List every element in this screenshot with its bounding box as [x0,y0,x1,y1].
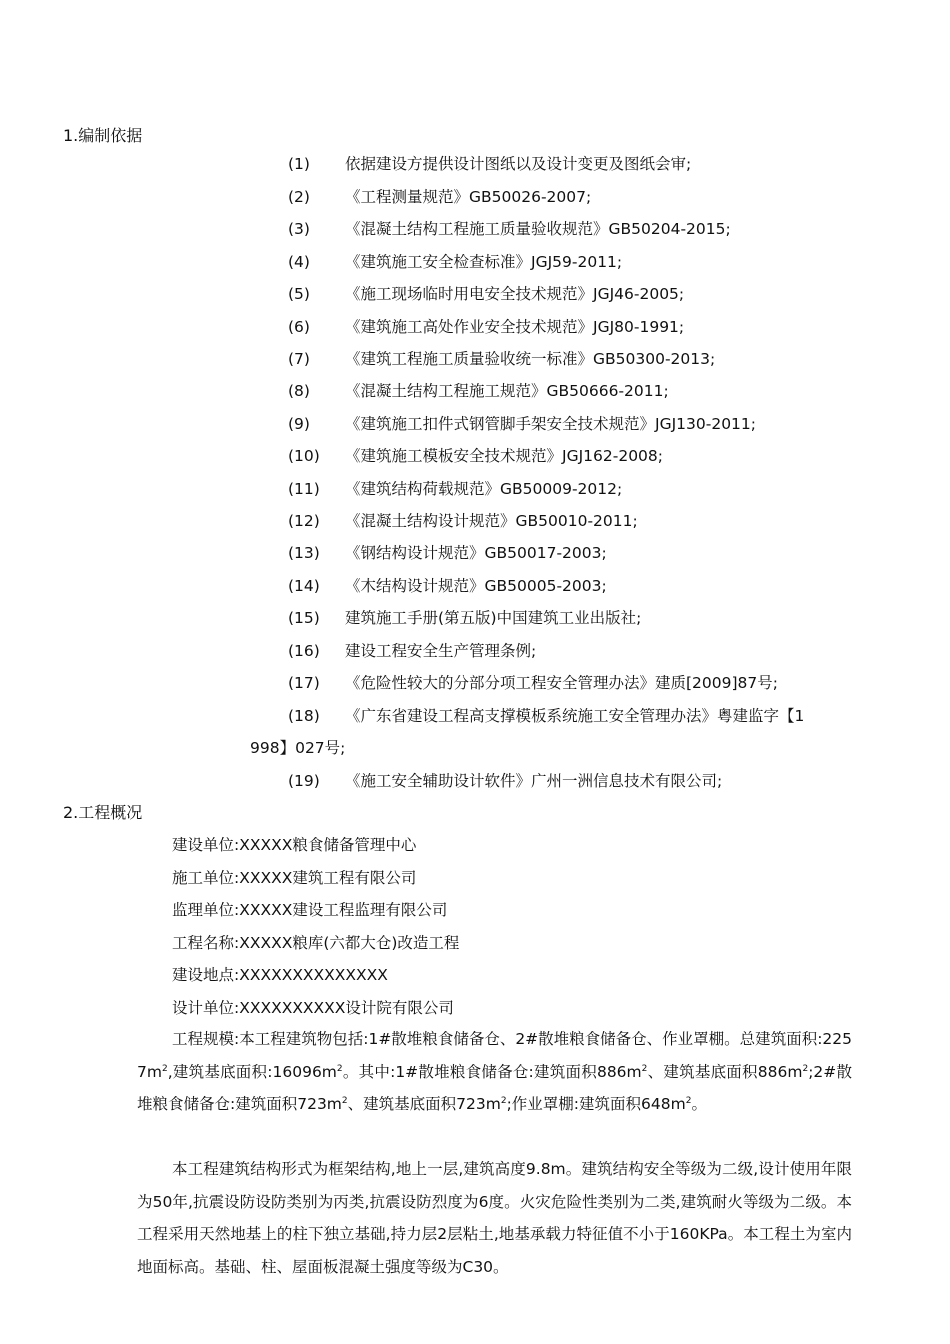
reference-number: (5) [288,285,310,303]
reference-text: 《混凝土结构工程施工质量验收规范》GB50204-2015; [345,220,731,238]
reference-item [0,154,950,174]
reference-text: 《建筑结构荷载规范》GB50009-2012; [345,480,623,498]
reference-text: 《建筑工程施工质量验收统一标准》GB50300-2013; [345,350,716,368]
section-1-heading: 1.编制依据 [63,126,143,145]
reference-number: (15) [288,609,320,627]
scale-text: ;2#散堆粮食储备仓:建筑面积723m [137,1062,853,1113]
reference-number: (3) [288,220,310,238]
reference-text: 《混凝土结构设计规范》GB50010-2011; [345,512,638,530]
reference-text: 《建筑施工安全检查标准》JGJ59-2011; [345,253,623,271]
reference-text: 《钢结构设计规范》GB50017-2003; [345,544,607,562]
reference-text: 《建筑施工高处作业安全技术规范》JGJ80-1991; [345,318,685,336]
reference-item [0,673,950,693]
reference-item [0,608,950,628]
scale-text: 。其中:1#散堆粮食储备仓:建筑面积886m [342,1062,642,1081]
reference-text: 《建筑施工扣件式钢管脚手架安全技术规范》JGJ130-2011; [345,415,757,433]
reference-text: 《施工安全辅助设计软件》广州一洲信息技术有限公司; [345,772,723,790]
reference-item [0,414,950,434]
reference-text: 《施工现场临时用电安全技术规范》JGJ46-2005; [345,285,685,303]
scale-text: 、建筑基底面积886m [647,1062,803,1081]
superscript: 2 [802,1063,809,1074]
reference-text: 依据建设方提供设计图纸以及设计变更及图纸会审; [345,155,692,173]
reference-item [0,381,950,401]
superscript: 2 [161,1063,168,1074]
reference-text: 《混凝土结构工程施工规范》GB50666-2011; [345,382,669,400]
reference-item [0,576,950,596]
reference-number: (6) [288,318,310,336]
scale-text: 。 [691,1095,707,1113]
reference-text: 《工程测量规范》GB50026-2007; [345,188,592,206]
reference-text: 《建筑施工模板安全技术规范》JGJ162-2008; [345,447,664,465]
reference-number: (13) [288,544,320,562]
reference-number: (12) [288,512,320,530]
info-field: 建设地点:XXXXXXXXXXXXXX [172,966,388,984]
reference-item [0,187,950,207]
reference-item [0,641,950,661]
reference-item [0,349,950,369]
scale-text: 工程规模:本工程建筑物包括:1#散堆粮食储备仓、2#散堆粮食储备仓、作业罩棚。总建筑面积:2257m [137,1030,852,1081]
scale-text: 、建筑基底面积723m [347,1095,501,1113]
superscript: 2 [341,1095,348,1106]
superscript: 2 [685,1095,692,1106]
reference-number: (18) [288,707,320,725]
reference-number: (4) [288,253,310,271]
reference-text: 《广东省建设工程高支撑模板系统施工安全管理办法》粤建监字【1 [345,707,805,725]
superscript: 2 [641,1063,648,1074]
reference-number: (10) [288,447,320,465]
reference-item [0,219,950,239]
reference-number: (9) [288,415,310,433]
reference-text: 《危险性较大的分部分项工程安全管理办法》建质[2009]87号; [345,674,778,692]
reference-item [0,511,950,531]
info-field: 监理单位:XXXXX建设工程监理有限公司 [172,901,448,919]
reference-item [0,479,950,499]
reference-text: 《木结构设计规范》GB50005-2003; [345,577,607,595]
reference-item [0,771,950,791]
reference-number: (11) [288,480,320,498]
reference-item [0,252,950,272]
scale-text: ;作业罩棚:建筑面积648m [506,1095,686,1113]
reference-number: (1) [288,155,310,173]
reference-number: (19) [288,772,320,790]
reference-text: 建设工程安全生产管理条例; [345,642,537,660]
reference-number: (7) [288,350,310,368]
reference-item [0,317,950,337]
superscript: 2 [336,1063,343,1074]
scale-text: ,建筑基底面积:16096m [167,1062,337,1081]
reference-continuation: 998】027号; [250,739,346,757]
info-field: 建设单位:XXXXX粮食储备管理中心 [172,836,417,854]
info-field: 设计单位:XXXXXXXXXX设计院有限公司 [172,999,454,1017]
structure-paragraph: 本工程建筑结构形式为框架结构,地上一层,建筑高度9.8m。建筑结构安全等级为二级,设计使用年限为50年,抗震设防设防类别为丙类,抗震设防烈度为6度。火灾危险性类别为二类,建筑耐火等级为二级。本工程采用天然地基上的柱下独立基础,持力层2层粘土,地基承载力特征值不小于160KPa。本工程土为室内地面标高。基础、柱、屋面板混凝土强度等级为C30。 [137,1160,852,1276]
info-field: 施工单位:XXXXX建筑工程有限公司 [172,869,417,887]
reference-number: (14) [288,577,320,595]
reference-number: (2) [288,188,310,206]
reference-item [0,284,950,304]
superscript: 2 [500,1095,507,1106]
info-field: 工程名称:XXXXX粮库(六都大仓)改造工程 [172,934,460,952]
reference-item [0,706,950,726]
section-2-heading: 2.工程概况 [63,803,143,822]
reference-number: (16) [288,642,320,660]
reference-text: 建筑施工手册(第五版)中国建筑工业出版社; [345,609,642,627]
reference-number: (8) [288,382,310,400]
project-scale-paragraph [137,1023,852,1121]
reference-item [0,543,950,563]
reference-item [0,446,950,466]
reference-number: (17) [288,674,320,692]
